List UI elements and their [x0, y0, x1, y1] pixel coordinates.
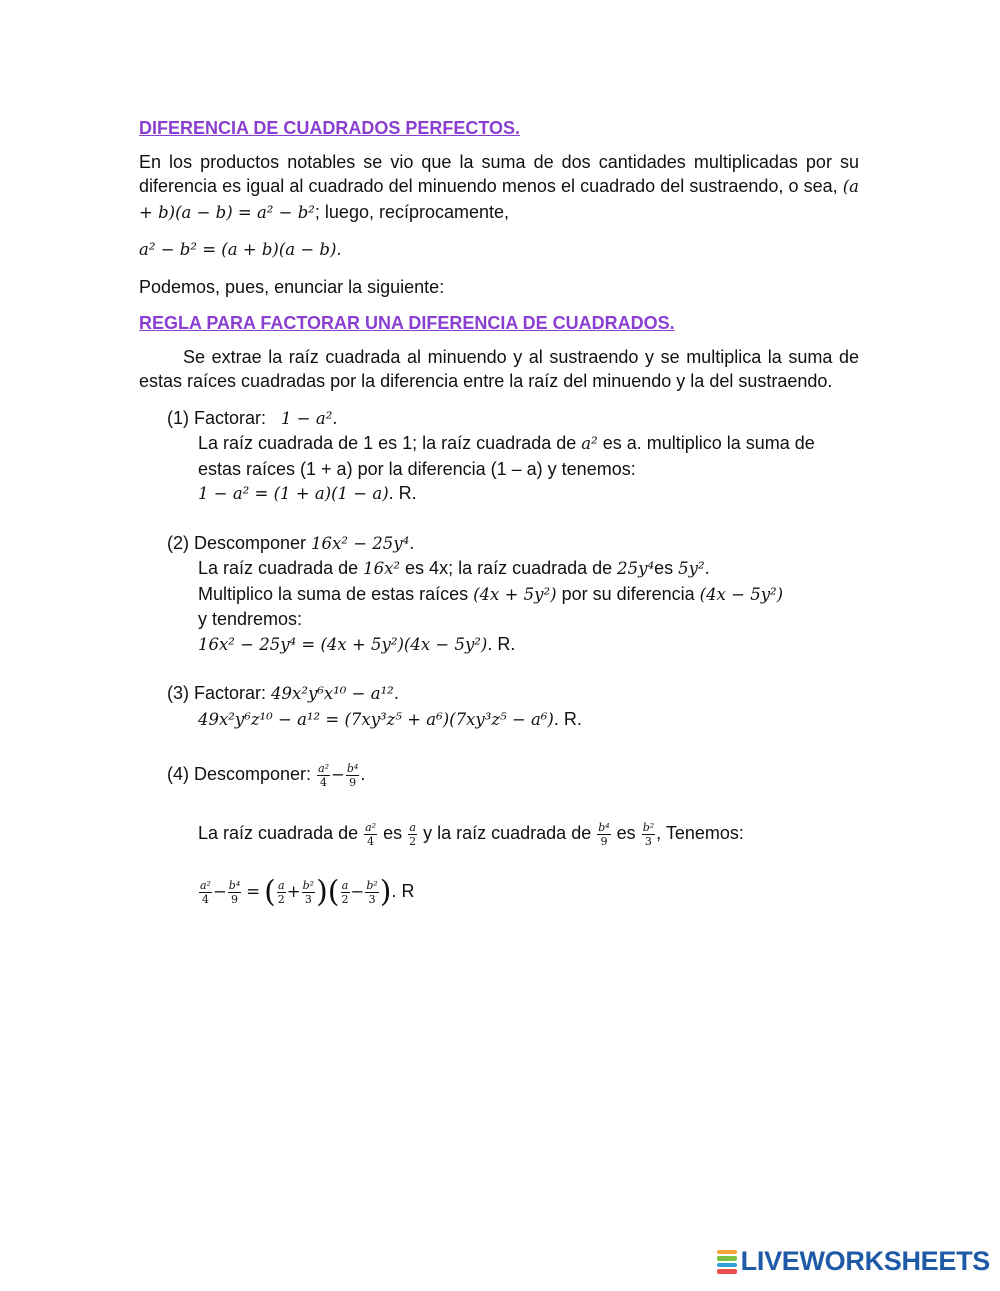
reciprocal-formula — [139, 237, 859, 263]
example-4-text-d: es — [611, 823, 641, 843]
intro-paragraph — [139, 150, 859, 226]
example-4-text-c: y la raíz cuadrada de — [418, 823, 597, 843]
fraction-b4-over-9: $\frac{\text{b⁴}}{9}$ — [598, 820, 610, 848]
document-page — [139, 116, 859, 934]
minus-sign: − — [350, 882, 365, 901]
logo-bar-4 — [717, 1269, 737, 1274]
example-3-body — [198, 707, 859, 733]
example-1-text-b: es a. multiplico la suma de estas raíces (1 + a) por la diferencia (1 – a) y tenemos: — [198, 433, 815, 479]
logo-text: LIVEWORKSHEETS — [740, 1246, 990, 1276]
example-2-math-4: (4x + 5y²) — [473, 584, 557, 604]
example-2-math-3: 5y². — [678, 559, 710, 578]
example-1-text-a: La raíz cuadrada de 1 es 1; la raíz cuadrada de — [198, 433, 582, 453]
podemos-text: Podemos, pues, enunciar la siguiente: — [139, 276, 445, 297]
example-2-math-2: 25y⁴ — [617, 559, 655, 578]
example-1-expression: 1 − a². — [281, 408, 338, 428]
example-2-text-d: Multiplico la suma de estas raíces — [198, 583, 474, 604]
example-2-text-f: y tendremos: — [198, 609, 303, 629]
logo-bar-3 — [717, 1263, 737, 1268]
example-2-text-b: es 4x; la raíz cuadrada de — [400, 558, 618, 578]
fraction-b2-over-3: $\frac{\text{b²}}{3}$ — [642, 820, 655, 848]
example-3 — [167, 681, 859, 732]
example-3-result: 49x²y⁶z¹⁰ − a¹² = (7xy³z⁵ + a⁶)(7xy³z⁵ − a⁶) — [198, 709, 554, 729]
period: . — [360, 764, 366, 784]
fraction-a-over-2: $\frac{a}{2}$ — [409, 820, 417, 848]
fraction-b2-over-3: $\frac{\text{b²}}{3}$ — [302, 878, 315, 906]
logo-bar-2 — [717, 1256, 737, 1261]
open-paren: ( — [327, 874, 340, 910]
example-2-result: 16x² − 25y⁴ = (4x + 5y²)(4x − 5y²) — [198, 634, 488, 654]
fraction-a2-over-4: $\frac{\text{a²}}{4}$ — [200, 878, 211, 906]
example-2-math-1: 16x² — [363, 559, 401, 578]
example-4-result — [198, 873, 859, 910]
rule-paragraph: Se extrae la raíz cuadrada al minuendo y al sustraendo y se multiplica la suma de estas raíces cuadradas por la diferencia entre la raíz del minuendo y la del sustraendo. — [139, 346, 859, 391]
example-2-label: (2) Descomponer — [167, 532, 312, 553]
example-4-text-e: , Tenemos: — [656, 823, 744, 843]
equals-sign: = — [246, 882, 261, 901]
example-4-body — [198, 815, 859, 910]
example-2-text-a: La raíz cuadrada de — [198, 558, 364, 578]
fraction-b4-over-9: $\frac{\text{b⁴}}{9}$ — [346, 761, 359, 789]
example-2-text-c: es — [654, 558, 679, 578]
examples-list — [167, 406, 859, 911]
close-paren: ) — [316, 874, 328, 910]
example-3-r: . R. — [553, 708, 582, 729]
logo-bar-1 — [717, 1250, 737, 1255]
example-4-text-b: es — [378, 823, 408, 843]
example-1-r: . R. — [388, 483, 417, 503]
reciprocal-formula-text: a² − b² = (a + b)(a − b). — [139, 240, 342, 259]
example-2-body — [198, 556, 859, 657]
example-1-body — [198, 431, 859, 507]
liveworksheets-logo[interactable] — [717, 1246, 990, 1277]
minus-sign: − — [212, 882, 227, 901]
example-4 — [167, 756, 859, 910]
example-2-expression: 16x² − 25y⁴. — [311, 533, 415, 553]
close-paren: ) — [379, 874, 392, 910]
example-4-label: (4) Descomponer: — [167, 764, 317, 784]
example-2-r: . R. — [487, 633, 516, 654]
logo-mark-icon — [717, 1249, 737, 1275]
open-paren: ( — [264, 874, 276, 910]
example-4-r: . R — [391, 881, 415, 901]
fraction-b2-over-3: $\frac{\text{b²}}{3}$ — [366, 878, 378, 906]
plus-sign: + — [286, 882, 301, 901]
example-1-label: (1) Factorar: — [167, 407, 267, 428]
section-heading-regla: REGLA PARA FACTORAR UNA DIFERENCIA DE CUADRADOS. — [139, 313, 675, 333]
example-2-math-5: (4x − 5y²) — [699, 584, 784, 604]
example-2-text-e: por su diferencia — [556, 583, 700, 604]
fraction-a2-over-4: $\frac{\text{a²}}{4}$ — [365, 820, 377, 848]
fraction-a2-over-4: $\frac{\text{a²}}{4}$ — [318, 761, 330, 789]
section-heading-diferencia: DIFERENCIA DE CUADRADOS PERFECTOS. — [139, 118, 521, 138]
example-1 — [167, 406, 859, 507]
intro-formula: (a + b)(a − b) = a² − b² — [139, 177, 859, 222]
intro-text-1: En los productos notables se vio que la suma de dos cantidades multiplicadas por su diferencia es igual al cuadrado del minuendo menos el cuadrado del sustraendo, o sea, — [139, 151, 859, 196]
example-2 — [167, 531, 859, 658]
example-3-label: (3) Factorar: — [167, 683, 272, 703]
example-3-expression: 49x²y⁶x¹⁰ − a¹². — [271, 684, 400, 703]
fraction-b4-over-9: $\frac{\text{b⁴}}{9}$ — [228, 878, 241, 906]
fraction-a-over-2: $\frac{a}{2}$ — [277, 878, 285, 906]
example-1-result: 1 − a² = (1 + a)(1 − a) — [198, 484, 389, 503]
intro-text-2: ; luego, recíprocamente, — [314, 201, 510, 222]
fraction-a-over-2: $\frac{a}{2}$ — [341, 878, 349, 906]
example-1-math-a2: a² — [581, 434, 598, 453]
example-4-text-a: La raíz cuadrada de — [198, 823, 364, 843]
minus-sign: − — [331, 765, 345, 784]
